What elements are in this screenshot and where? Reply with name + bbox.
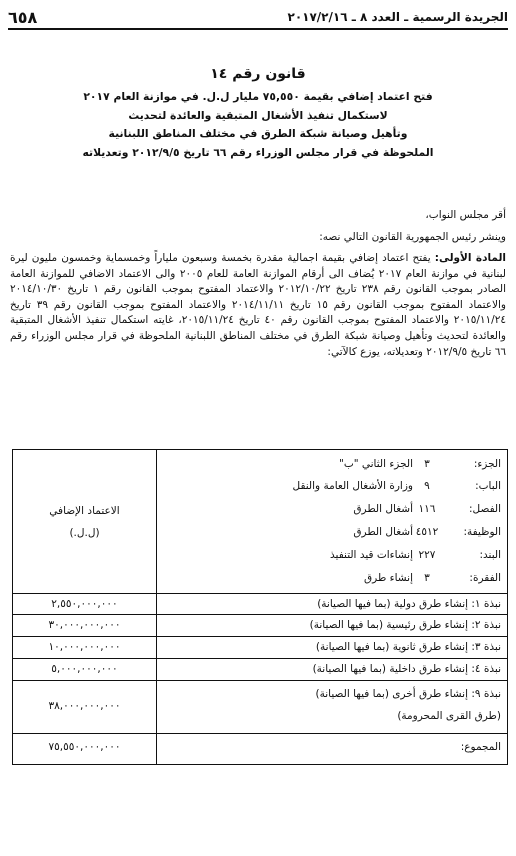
amount-column-header [13, 450, 156, 593]
classification-label: الوظيفة: [463, 526, 501, 538]
item-amount: ٥,٠٠٠,٠٠٠,٠٠٠ [51, 663, 118, 675]
classification-text: أشغال الطرق [353, 526, 413, 538]
classification-number: ٣ [424, 458, 430, 470]
classification-label: الفقرة: [469, 572, 501, 584]
classification-number: ١١٦ [418, 503, 436, 515]
classification-text: إنشاءات قيد التنفيذ [330, 549, 413, 561]
amount-header-unit: (ل.ل.) [69, 526, 100, 539]
row-separator [13, 636, 507, 637]
classification-row [293, 476, 502, 496]
amount-header-label: الاعتماد الإضافي [49, 504, 120, 517]
item-description-note: (طرق القرى المحرومة) [397, 710, 501, 722]
item-amount: ٣٨,٠٠٠,٠٠٠,٠٠٠ [48, 700, 121, 712]
law-subtitle-line: فتح اعتماد إضافي بقيمة ٧٥,٥٥٠ مليار ل.ل. في موازنة العام ٢٠١٧ [83, 90, 433, 103]
law-subtitle-line: الملحوظة في قرار مجلس الوزراء رقم ٦٦ تاريخ ٢٠١٢/٩/٥ وتعديلاته [82, 145, 434, 159]
journal-title: الجريدة الرسمية ـ العدد ٨ ـ ٢٠١٧/٢/١٦ [287, 10, 508, 24]
classification-row [353, 522, 501, 542]
classification-number: ٢٢٧ [418, 549, 436, 561]
classification-row [364, 568, 501, 588]
item-amount: ١٠,٠٠٠,٠٠٠,٠٠٠ [48, 641, 121, 653]
row-separator [13, 680, 507, 681]
item-description: نبذة ٢: إنشاء طرق رئيسية (بما فيها الصيانة) [309, 619, 501, 631]
classification-row [339, 454, 501, 474]
article-text: يفتح اعتماد إضافي بقيمة اجمالية مقدرة بخمسة وسبعون ملياراً وخمسماية وخمسون مليون ليرة لبنانية في موازنة العام ٢٠١٧ يُضاف الى أرقام الموازنة العامة للعام ٢٠٠٥ والى الاعتماد الاضافي للموازنة العامة الصادر بموجب القانون رقم ٢٣٨ تاريخ ٢٠١٢/١٠/٢٢ والاعتماد المفتوح بموجب القانون رقم ١ تاريخ ٢٠١٤/١٠/٣٠ والاعتماد المفتوح بموجب القانون رقم ١٥ تاريخ ٢٠١٤/١١/١١ والاعتماد المفتوح بموجب القانون رقم ٣٩ تاريخ ٢٠١٥/١١/٢٤ والاعتماد المفتوح بموجب القانون رقم ٤٠ تاريخ ٢٠١٥/١١/٢٤، غايته استكمال تنفيذ الأشغال المتبقية والعائدة لتحديث وتأهيل وصيانة شبكة الطرق في مختلف المناطق اللبنانية الملحوظة في قرار مجلس الوزراء رقم ٦٦ تاريخ ٢٠١٢/٩/٥ وتعديلاته، يوزع كالآتي: [10, 252, 507, 358]
row-separator [13, 614, 507, 615]
total-label: المجموع: [460, 741, 501, 753]
article-one [10, 251, 506, 360]
item-description: نبذة ٩: إنشاء طرق أخرى (بما فيها الصيانة) [315, 688, 501, 700]
law-title: قانون رقم ١٤ [210, 66, 306, 82]
law-subtitle-line: لاستكمال تنفيذ الأشغال المتبقية والعائدة لتحديث [128, 108, 388, 122]
item-description: نبذة ٤: إنشاء طرق داخلية (بما فيها الصيانة) [312, 663, 501, 675]
column-divider [156, 450, 157, 764]
classification-number: ٩ [424, 480, 430, 492]
total-amount: ٧٥,٥٥٠,٠٠٠,٠٠٠ [48, 741, 121, 753]
law-subtitle-line: وتأهيل وصيانة شبكة الطرق في مختلف المناطق اللبنانية [108, 127, 408, 140]
classification-row [330, 545, 501, 565]
credit-table [12, 449, 508, 765]
classification-label: الفصل: [468, 503, 501, 515]
item-description: نبذة ١: إنشاء طرق دولية (بما فيها الصيانة) [317, 598, 501, 610]
row-separator [13, 658, 507, 659]
item-amount: ٣٠,٠٠٠,٠٠٠,٠٠٠ [48, 619, 121, 631]
parliament-approval: أقر مجلس النواب، [425, 209, 506, 221]
classification-label: الجزء: [473, 458, 501, 470]
row-separator [13, 593, 507, 594]
page-number: ٦٥٨ [8, 7, 38, 27]
law-title-block [8, 66, 508, 162]
page-header [8, 6, 508, 30]
classification-text: الجزء الثاني "ب" [338, 458, 413, 470]
classification-number: ٣ [424, 572, 430, 584]
classification-row [353, 499, 501, 519]
classification-text: وزارة الأشغال العامة والنقل [292, 480, 413, 492]
item-amount: ٢,٥٥٠,٠٠٠,٠٠٠ [51, 598, 118, 610]
classification-number: ٤٥١٢ [415, 526, 439, 538]
promulgation-statement: وينشر رئيس الجمهورية القانون التالي نصه: [319, 231, 506, 243]
classification-text: إنشاء طرق [364, 572, 413, 584]
row-separator [13, 733, 507, 734]
classification-label: الباب: [475, 480, 501, 492]
article-label: المادة الأولى: [434, 252, 506, 264]
classification-text: أشغال الطرق [353, 503, 413, 515]
classification-label: البند: [479, 549, 501, 561]
item-description: نبذة ٣: إنشاء طرق ثانوية (بما فيها الصيانة) [315, 641, 501, 653]
